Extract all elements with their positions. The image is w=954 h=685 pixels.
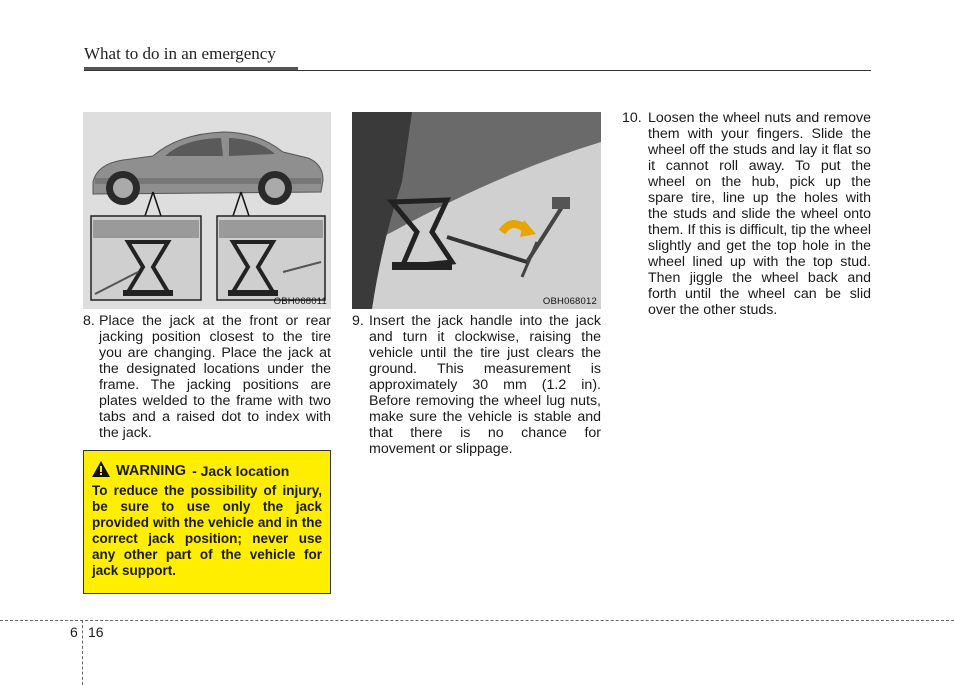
warning-box [83,450,331,594]
step-text: Place the jack at the front or rear jacking position closest to the tire you are changing. Place the jack at the designated locations under the frame. The jacking positions are plates welded to the frame with two tabs and a raised dot to index with the jack. [99,313,331,441]
section-title: What to do in an emergency [84,44,276,63]
step-8 [83,313,331,441]
car-jack-illustration [83,112,331,309]
figure-jack-handle [352,112,601,309]
figure-code: OBH068012 [542,296,597,307]
step-number: 10. [622,110,642,126]
jack-handle-illustration [352,112,601,309]
step-10 [622,110,871,318]
warning-triangle-icon [92,461,110,481]
step-text: Insert the jack handle into the jack and turn it clockwise, raising the vehicle until the tire just clears the ground. This measurement is approximately 30 mm (1.2 in). Before removing the wheel lug nuts, make sure the vehicle is stable and that there is no chance for movement or slippage. [369,313,601,457]
warning-title: WARNING [116,463,187,479]
page-number: 16 [88,624,104,640]
figure-jacking-positions [83,112,331,309]
footer-divider [82,620,83,685]
step-number: 8. [83,313,95,329]
warning-heading [92,461,322,481]
figure-code: OBH068011 [273,296,327,307]
step-text: Loosen the wheel nuts and remove them with your fingers. Slide the wheel off the studs and lay it flat so it cannot roll away. To put the wheel on the hub, pick up the spare tire, line up the holes with the studs and slide the wheel onto them. If this is difficult, tip the wheel slightly and get the top hole in the wheel lined up with the top stud. Then jiggle the wheel back and forth until the wheel can be slid over the other studs. [648,110,871,318]
step-9 [352,313,601,457]
chapter-number: 6 [70,624,78,640]
footer-rule [0,620,954,621]
header-rule-thin [84,70,871,71]
warning-subtitle: - Jack location [192,463,290,479]
step-number: 9. [352,313,364,329]
warning-text: To reduce the possibility of injury, be sure to use only the jack provided with the vehicle and in the correct jack position; never use any other part of the vehicle for jack support. [92,483,322,578]
